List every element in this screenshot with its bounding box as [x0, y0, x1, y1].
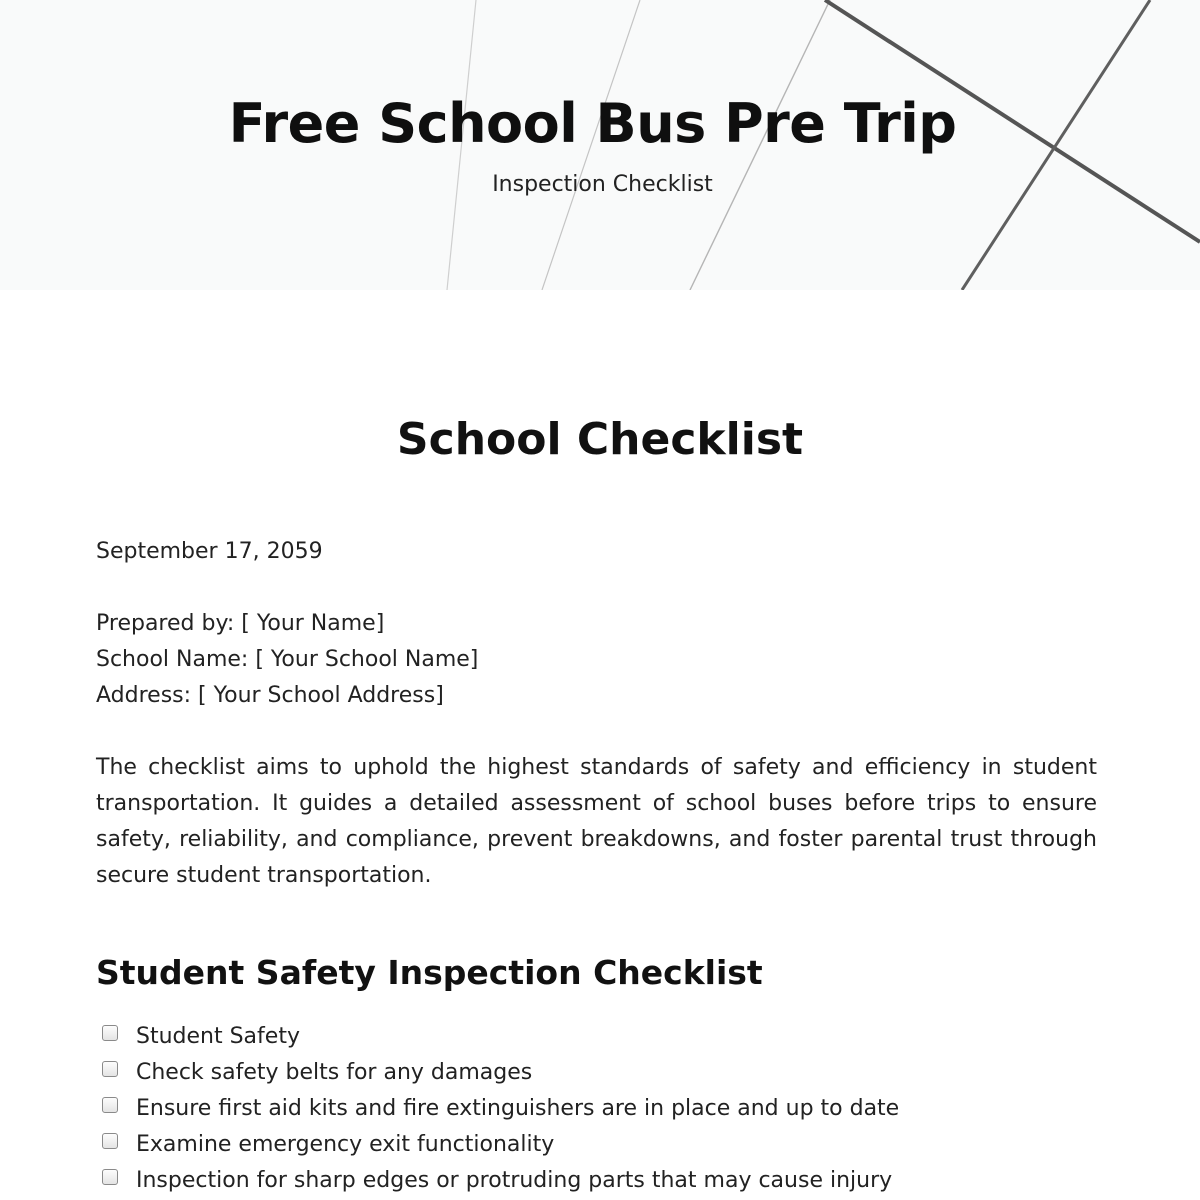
checklist-item-label: Examine emergency exit functionality	[136, 1131, 555, 1157]
banner-title: Free School Bus Pre Trip	[228, 92, 957, 155]
document-meta	[96, 606, 478, 714]
intro-paragraph: The checklist aims to uphold the highest standards of safety and efficiency in student transportation. It guides a detailed assessment of school buses before trips to ensure safety, reliability, and compliance, prevent breakdowns, and foster parental trust through secure student transportation.	[96, 755, 1097, 888]
checklist-item	[102, 1018, 899, 1054]
header-banner	[0, 0, 1200, 290]
checklist-item	[102, 1054, 899, 1090]
checklist-item-label: Check safety belts for any damages	[136, 1059, 533, 1085]
checklist-item	[102, 1126, 899, 1162]
checkbox[interactable]	[102, 1061, 118, 1077]
banner-subtitle: Inspection Checklist	[492, 172, 713, 197]
section-heading: Student Safety Inspection Checklist	[96, 953, 763, 992]
checkbox[interactable]	[102, 1133, 118, 1149]
school-address: Address: [ Your School Address]	[96, 683, 444, 708]
checkbox[interactable]	[102, 1025, 118, 1041]
checkbox[interactable]	[102, 1097, 118, 1113]
prepared-by: Prepared by: [ Your Name]	[96, 611, 385, 636]
school-name: School Name: [ Your School Name]	[96, 647, 479, 672]
checklist-item-label: Ensure first aid kits and fire extinguishers are in place and up to date	[136, 1095, 900, 1121]
checklist-item-label: Inspection for sharp edges or protruding parts that may cause injury	[136, 1167, 893, 1193]
checklist	[102, 1018, 899, 1198]
document-date: September 17, 2059	[96, 539, 323, 564]
checklist-item	[102, 1090, 899, 1126]
checkbox[interactable]	[102, 1169, 118, 1185]
checklist-item-label: Student Safety	[136, 1023, 300, 1049]
checklist-item	[102, 1162, 899, 1198]
document-title: School Checklist	[396, 414, 804, 465]
